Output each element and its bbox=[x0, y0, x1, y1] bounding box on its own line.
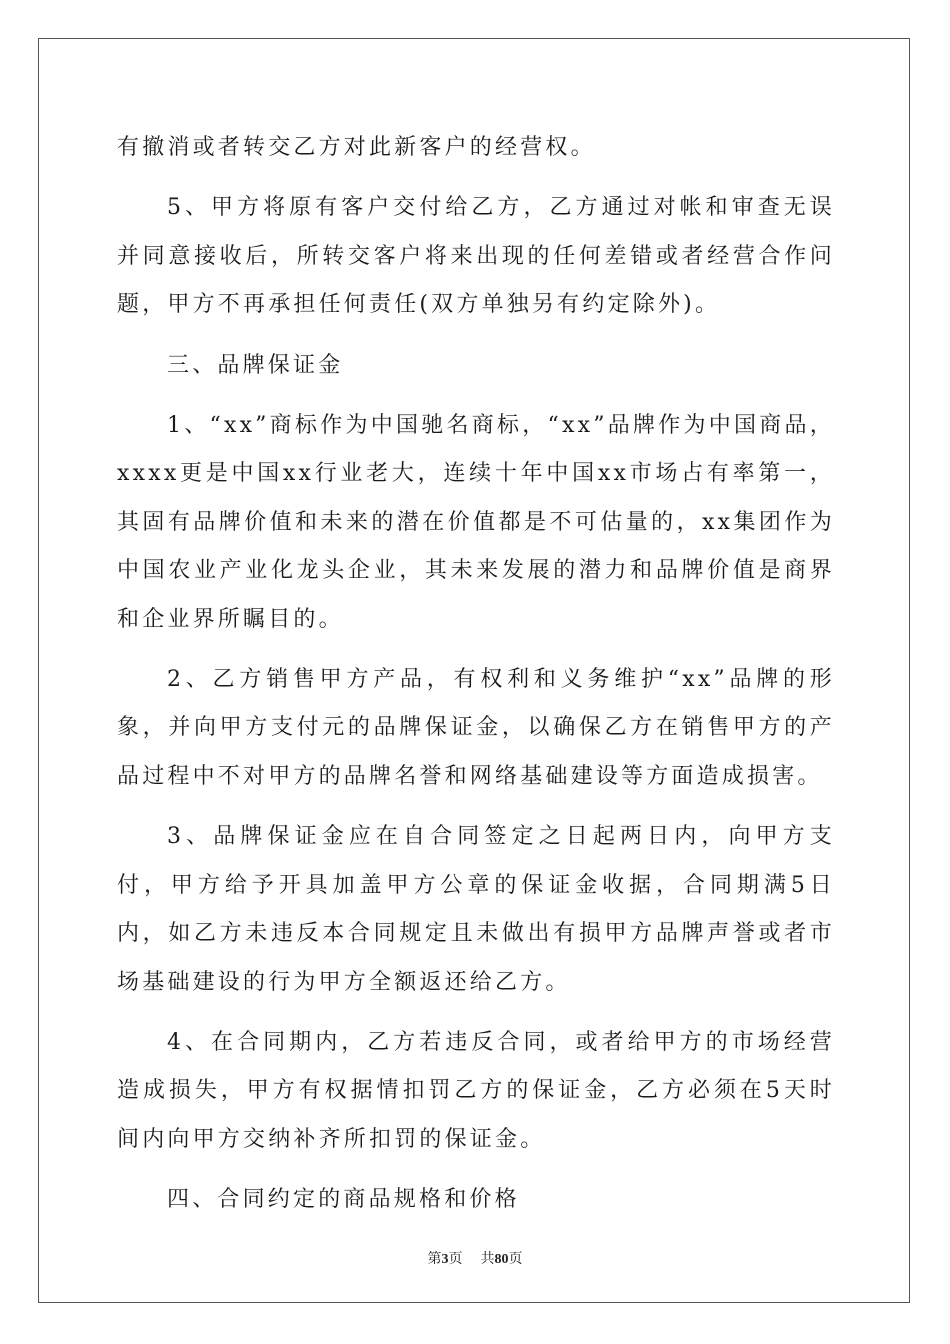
page-prefix: 第 bbox=[427, 1252, 442, 1267]
paragraph-deposit-2: 2、乙方销售甲方产品，有权利和义务维护“xx”品牌的形象，并向甲方支付元的品牌保证金，以确保乙方在销售甲方的产品过程中不对甲方的品牌名誉和网络基础建设等方面造成损害。 bbox=[117, 667, 835, 789]
page-suffix: 页 bbox=[448, 1252, 463, 1267]
current-page-number: 3 bbox=[441, 1252, 449, 1267]
total-prefix: 共 bbox=[480, 1252, 495, 1267]
paragraph-deposit-4: 4、在合同期内，乙方若违反合同，或者给甲方的市场经营造成损失，甲方有权据情扣罚乙方的保证金，乙方必须在5天时间内向甲方交纳补齐所扣罚的保证金。 bbox=[117, 1029, 835, 1152]
paragraph-deposit-1: 1、“xx”商标作为中国驰名商标，“xx”品牌作为中国商品，xxxx更是中国xx行业老大，连续十年中国xx市场占有率第一，其固有品牌价值和未来的潜在价值都是不可估量的，xx集团作为中国农业产业化龙头企业，其未来发展的潜力和品牌价值是商界和企业界所瞩目的。 bbox=[117, 413, 835, 632]
total-suffix: 页 bbox=[508, 1252, 523, 1267]
section-heading-specs-price: 四、合同约定的商品规格和价格 bbox=[167, 1187, 520, 1213]
paragraph-continuation: 有撤消或者转交乙方对此新客户的经营权。 bbox=[117, 135, 596, 160]
document-body bbox=[117, 124, 835, 1225]
paragraph-clause-5: 5、甲方将原有客户交付给乙方，乙方通过对帐和审查无误并同意接收后，所转交客户将来出现的任何差错或者经营合作问题，甲方不再承担任何责任(双方单独另有约定除外)。 bbox=[117, 195, 835, 318]
page-footer bbox=[0, 1248, 950, 1268]
section-heading-brand-deposit: 三、品牌保证金 bbox=[167, 352, 344, 378]
paragraph-deposit-3: 3、品牌保证金应在自合同签定之日起两日内，向甲方支付，甲方给予开具加盖甲方公章的保证金收据，合同期满5日内，如乙方未违反本合同规定且未做出有损甲方品牌声誉或者市场基础建设的行为甲方全额返还给乙方。 bbox=[117, 824, 835, 995]
total-page-count: 80 bbox=[494, 1252, 509, 1267]
